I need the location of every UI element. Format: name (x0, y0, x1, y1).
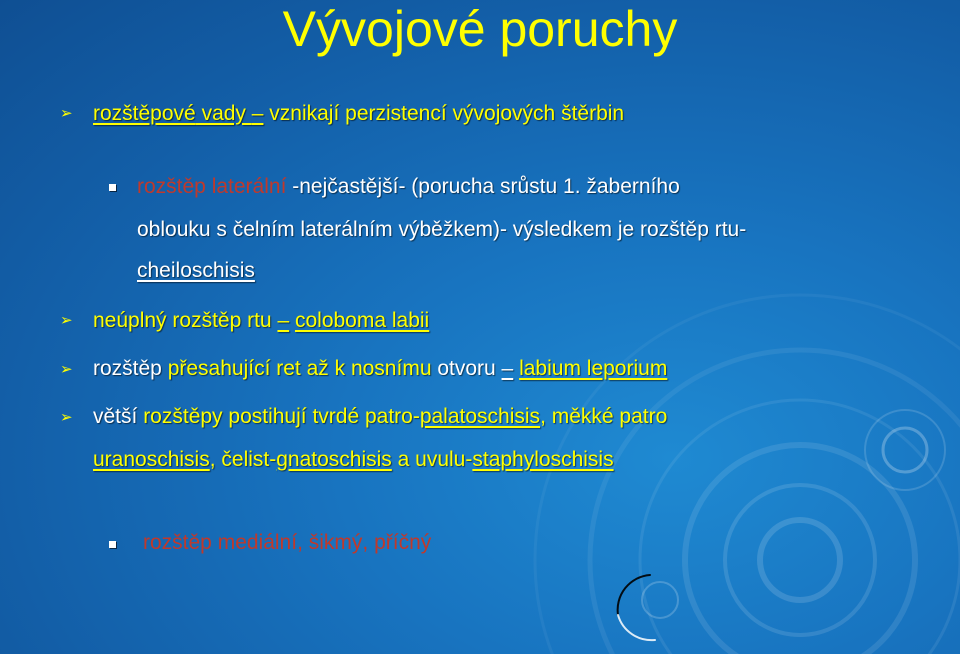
subbullet-text-medial: rozštěp mediální, šikmý, příčný (143, 531, 432, 554)
arrow-bullet-icon: ➢ (60, 361, 73, 378)
text-rozstepy-postihuji: rozštěpy postihují tvrdé patro- (143, 405, 420, 428)
text-staphyloschisis: staphyloschisis (472, 448, 614, 471)
square-bullet-icon (109, 541, 116, 548)
text-rozstep-lateralni: rozštěp laterální (137, 175, 287, 198)
text-palatoschisis: palatoschisis (419, 405, 541, 428)
bullet-text-3 (93, 356, 667, 382)
subbullet-text-lateral (137, 174, 680, 200)
text-mekke-patro: , měkké patro (540, 405, 668, 428)
text-rozstep: rozštěp (93, 357, 168, 380)
text-dash: – (251, 102, 264, 125)
text-vetsi: větší (93, 405, 144, 428)
text-gnatoschisis: gnatoschisis (276, 448, 392, 471)
text-dash: – (277, 309, 290, 332)
subbullet-text-cheiloschisis (137, 258, 255, 284)
arrow-bullet-icon: ➢ (60, 105, 73, 122)
arrow-bullet-icon: ➢ (60, 312, 73, 329)
text-cheiloschisis: cheiloschisis (137, 259, 255, 282)
text-dash: – (501, 357, 514, 380)
bullet-text-2 (93, 308, 429, 334)
text-a-uvulu: a uvulu- (391, 448, 473, 471)
text-presahujici: přesahující ret až k nosnímu (167, 357, 432, 380)
text-otvoru: otvoru (431, 357, 502, 380)
text-vady: vady (195, 102, 252, 125)
text-labium-leporium: labium leporium (519, 357, 668, 380)
bullet-text-4 (93, 404, 667, 430)
text-celist: , čelist- (209, 448, 277, 471)
text-neuplny: neúplný rozštěp rtu (93, 309, 278, 332)
text-nejcastejsi: -nejčastější- (porucha srůstu 1. žaberního (286, 175, 680, 198)
text-vznikaji: vznikají perzistencí vývojových štěrbin (263, 102, 625, 125)
arrow-bullet-icon: ➢ (60, 409, 73, 426)
bullet-text-4-continued (93, 447, 614, 473)
subbullet-text-continued: oblouku s čelním laterálním výběžkem)- výsledkem je rozštěp rtu- (137, 218, 747, 241)
text-coloboma: coloboma labii (294, 309, 430, 332)
text-uranoschisis: uranoschisis (93, 448, 210, 471)
bullet-text-1 (93, 101, 624, 127)
slide-title: Vývojové poruchy (282, 1, 678, 57)
square-bullet-icon (109, 184, 116, 191)
text-rozstepove: rozštěpové (93, 102, 196, 125)
